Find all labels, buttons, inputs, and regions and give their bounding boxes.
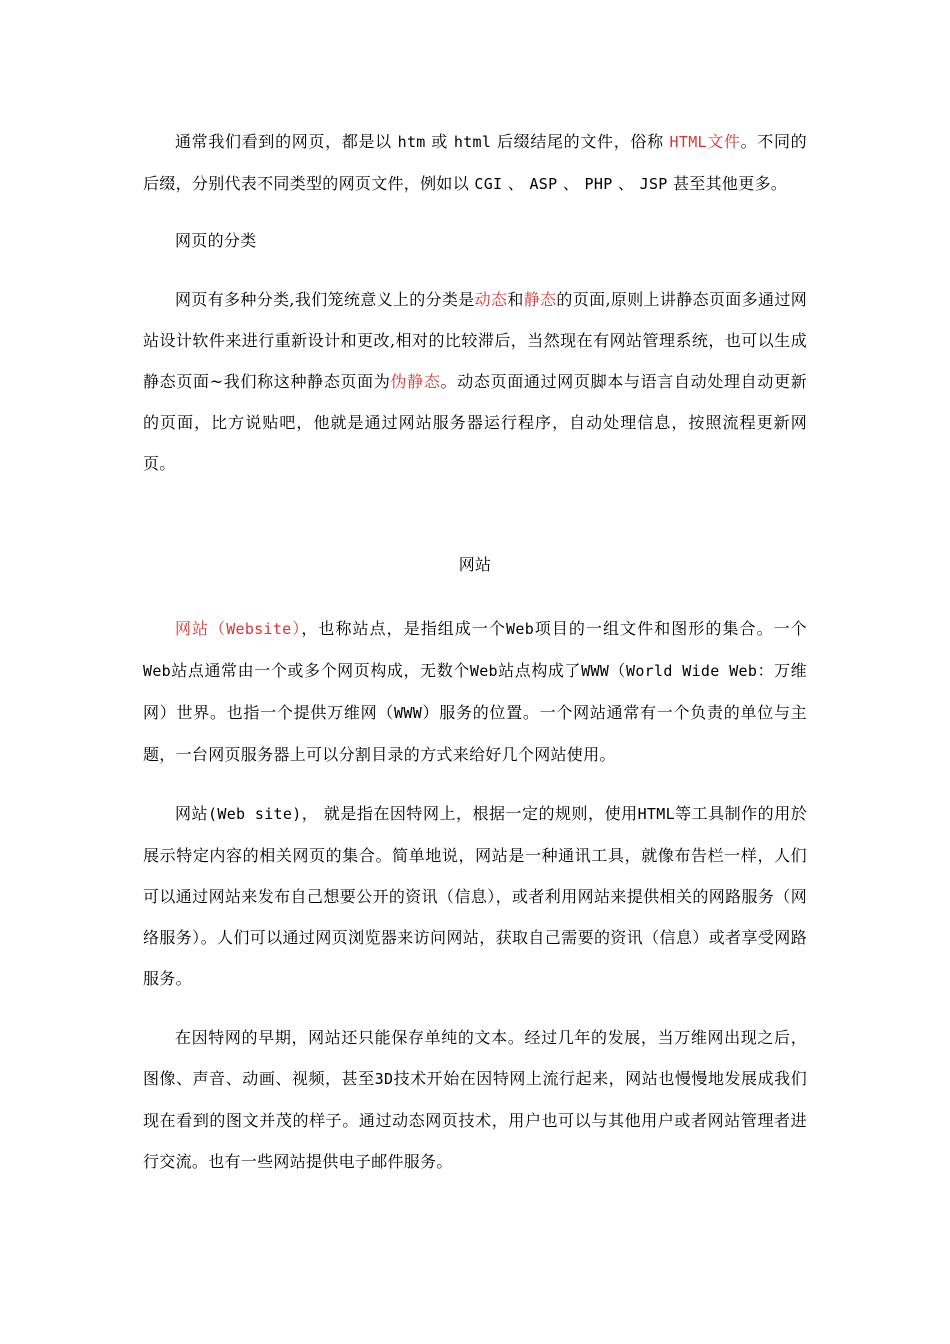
text-run: WWW (394, 704, 423, 722)
text-run: html (453, 133, 492, 151)
text-run: Web (143, 662, 171, 680)
text-run: ）服务的位置。一个网站通常有一个负责的单位与主题，一台网页服务器上可以分割目录的方式来给好几个网站使用。 (143, 703, 807, 764)
text-run: 、 (612, 174, 640, 193)
text-run: World Wide Web (626, 662, 758, 680)
text-run: 通常我们看到的网页，都是以 (175, 132, 398, 151)
paragraph-webpage-intro (143, 121, 807, 205)
text-run: 站点构成了 (497, 661, 582, 680)
text-run: Web (506, 620, 535, 638)
text-run: 的页面,原则上讲静态页面多通过网站设计软件来进行重新设计和更改,相对的比较滞后，当然现在有网站管理系统，也可以生成静态页面~我们称这种静态页面为 (143, 290, 807, 391)
text-run: 技术开始在因特网上流行起来，网站也慢慢地发展成我们现在看到的图文并茂的样子。通过动态网页技术，用户也可以与其他用户或者网站管理者进行交流。也有一些网站提供电子邮件服务。 (143, 1069, 807, 1171)
text-run: JSP (639, 175, 668, 193)
text-run: ， 就是指在因特网上，根据一定的规则，使用 (301, 804, 638, 823)
text-run: ，也称站点，是指组成一个 (301, 619, 507, 638)
text-run: (Web site) (208, 805, 302, 823)
text-run: PHP (584, 175, 613, 193)
paragraph-website-history (143, 1017, 807, 1182)
document-body (143, 121, 807, 1182)
text-run: 。不同的后缀，分别代表不同类型的网页文件，例如以 (143, 132, 807, 193)
paragraph-classification (143, 279, 807, 484)
link-html-file[interactable]: HTML (669, 133, 707, 151)
text-run: 或 (425, 132, 454, 151)
text-run: 、 (502, 174, 530, 193)
text-run: 和 (507, 290, 524, 309)
text-run: 、 (557, 174, 585, 193)
link-html-file-suffix[interactable]: 文件 (706, 132, 741, 151)
text-run: WWW (581, 662, 610, 680)
link-dynamic[interactable]: 动态 (474, 290, 508, 309)
link-static[interactable]: 静态 (523, 290, 557, 309)
text-run: 等工具制作的用於展示特定内容的相关网页的集合。简单地说，网站是一种通讯工具，就像布告栏一样，人们可以通过网站来发布自己想要公开的资讯（信息），或者利用网站来提供相关的网路服务（网络服务）。人们可以通过网页浏览器来访问网站，获取自己需要的资讯（信息）或者享受网路服务。 (143, 804, 808, 988)
text-run: （ (609, 661, 626, 680)
link-website[interactable]: 网站（ (175, 619, 227, 638)
text-run: CGI (474, 175, 503, 193)
link-website-english[interactable]: Website (226, 620, 292, 638)
paragraph-website-description (143, 793, 807, 999)
text-run: 。动态页面通过网页脚本与语言自动处理自动更新的页面，比方说贴吧，他就是通过网站服务器运行程序，自动处理信息，按照流程更新网页。 (143, 372, 807, 473)
link-pseudo-static[interactable]: 伪静态 (390, 372, 441, 391)
text-run: ASP (529, 175, 558, 193)
section-title-website: 网站 (458, 555, 492, 574)
paragraph-website-definition (143, 608, 807, 775)
text-run: htm (397, 133, 426, 151)
text-run: HTML (637, 805, 675, 823)
text-run: Web (469, 662, 498, 680)
text-run: 在因特网的早期，网站还只能保存单纯的文本。经过几年的发展，当万维网出现之后，图像、声音、动画、视频，甚至 (143, 1028, 807, 1088)
text-run: 甚至其他更多。 (667, 174, 788, 193)
text-run: 网页有多种分类,我们笼统意义上的分类是 (175, 290, 475, 309)
text-run: ：万维网）世界。也指一个提供万维网（ (143, 661, 807, 722)
text-run: 3D (374, 1070, 394, 1088)
section-heading-classification: 网页的分类 (175, 231, 257, 250)
text-run: 后缀结尾的文件，俗称 (491, 132, 670, 151)
text-run: 项目的一组文件和图形的集合。一个 (534, 619, 807, 638)
link-website-close[interactable]: ） (291, 619, 302, 638)
text-run: 站点通常由一个或多个网页构成，无数个 (171, 661, 470, 680)
text-run: 网站 (175, 804, 209, 823)
